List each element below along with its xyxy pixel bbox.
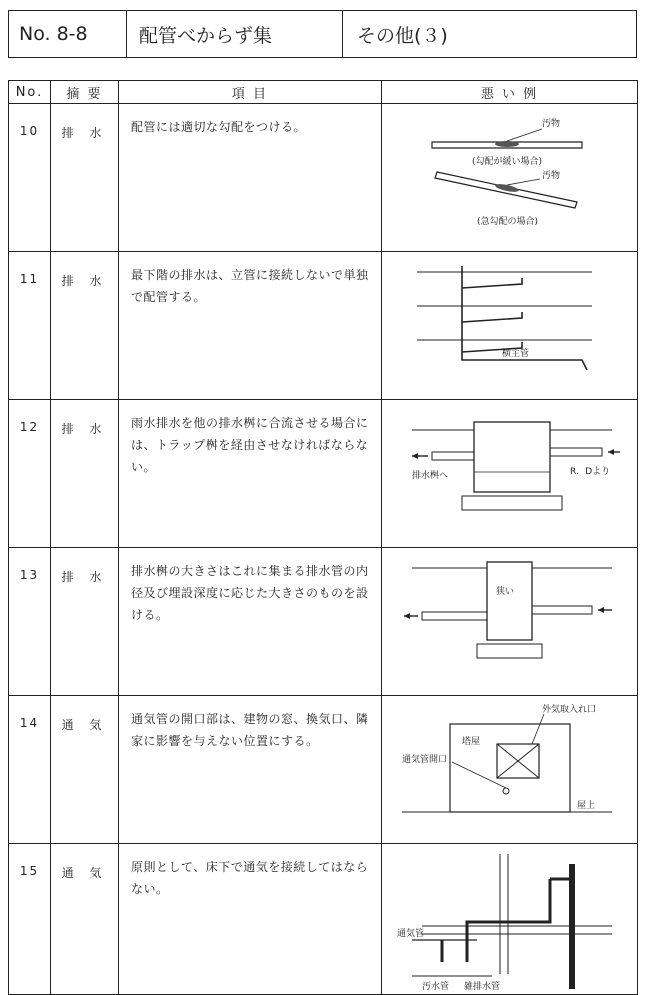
row-number: 14 [9,696,51,844]
col-header-no: No. [9,81,51,104]
fig-label: 雑排水管 [464,982,501,992]
row-category: 通 気 [51,696,119,844]
fig-label: 横主管 [502,349,530,359]
table-row [9,696,638,844]
figure-slope [382,104,638,252]
row-category: 通 気 [51,844,119,995]
fig-label: (急勾配の場合) [477,217,539,227]
row-number: 10 [9,104,51,252]
row-text: 雨水排水を他の排水桝に合流させる場合には、トラップ桝を経由させなければならない。 [119,400,382,548]
row-text: 最下階の排水は、立管に接続しないで単独で配管する。 [119,252,382,400]
row-number: 11 [9,252,51,400]
fig-label: 汚物 [542,119,561,129]
fig-label: R．Dより [570,467,611,477]
table-row [9,104,638,252]
page-number: No. 8-8 [9,11,127,57]
row-text: 配管には適切な勾配をつける。 [119,104,382,252]
col-header-bad-example: 悪 い 例 [382,81,638,104]
row-category: 排 水 [51,252,119,400]
figure-trap-basin [382,400,638,548]
bad-examples-table [8,80,638,995]
row-category: 排 水 [51,104,119,252]
table-row [9,252,638,400]
fig-label: (勾配が緩い場合) [472,157,543,167]
fig-label: 通気管開口 [402,755,448,765]
fig-label: 屋上 [577,801,596,811]
figure-basin-size [382,548,638,696]
fig-label: 汚物 [542,171,561,181]
page-subtitle: その他(３) [357,24,448,47]
row-number: 13 [9,548,51,696]
col-header-summary: 摘 要 [51,81,119,104]
row-text: 排水桝の大きさはこれに集まる排水管の内径及び埋設深度に応じた大きさのものを設ける。 [119,548,382,696]
table-row [9,844,638,995]
table-row [9,548,638,696]
fig-label: 狭い [496,587,515,597]
row-text: 原則として、床下で通気を接続してはならない。 [119,844,382,995]
figure-underfloor-vent [382,844,638,995]
fig-label: 通気管 [397,929,425,939]
row-category: 排 水 [51,548,119,696]
fig-label: 外気取入れ口 [542,705,597,715]
col-header-item: 項 目 [119,81,382,104]
table-row [9,400,638,548]
fig-label: 汚水管 [422,982,450,992]
row-number: 12 [9,400,51,548]
row-number: 15 [9,844,51,995]
fig-label: 排水桝へ [412,471,449,481]
row-text: 通気管の開口部は、建物の窓、換気口、隣家に影響を与えない位置にする。 [119,696,382,844]
fig-label: 塔屋 [462,737,481,747]
row-category: 排 水 [51,400,119,548]
page-header [8,10,637,58]
table-header-row [9,81,638,104]
page-title: 配管べからず集 [127,11,343,57]
figure-stack-drain [382,252,638,400]
figure-vent-opening [382,696,638,844]
